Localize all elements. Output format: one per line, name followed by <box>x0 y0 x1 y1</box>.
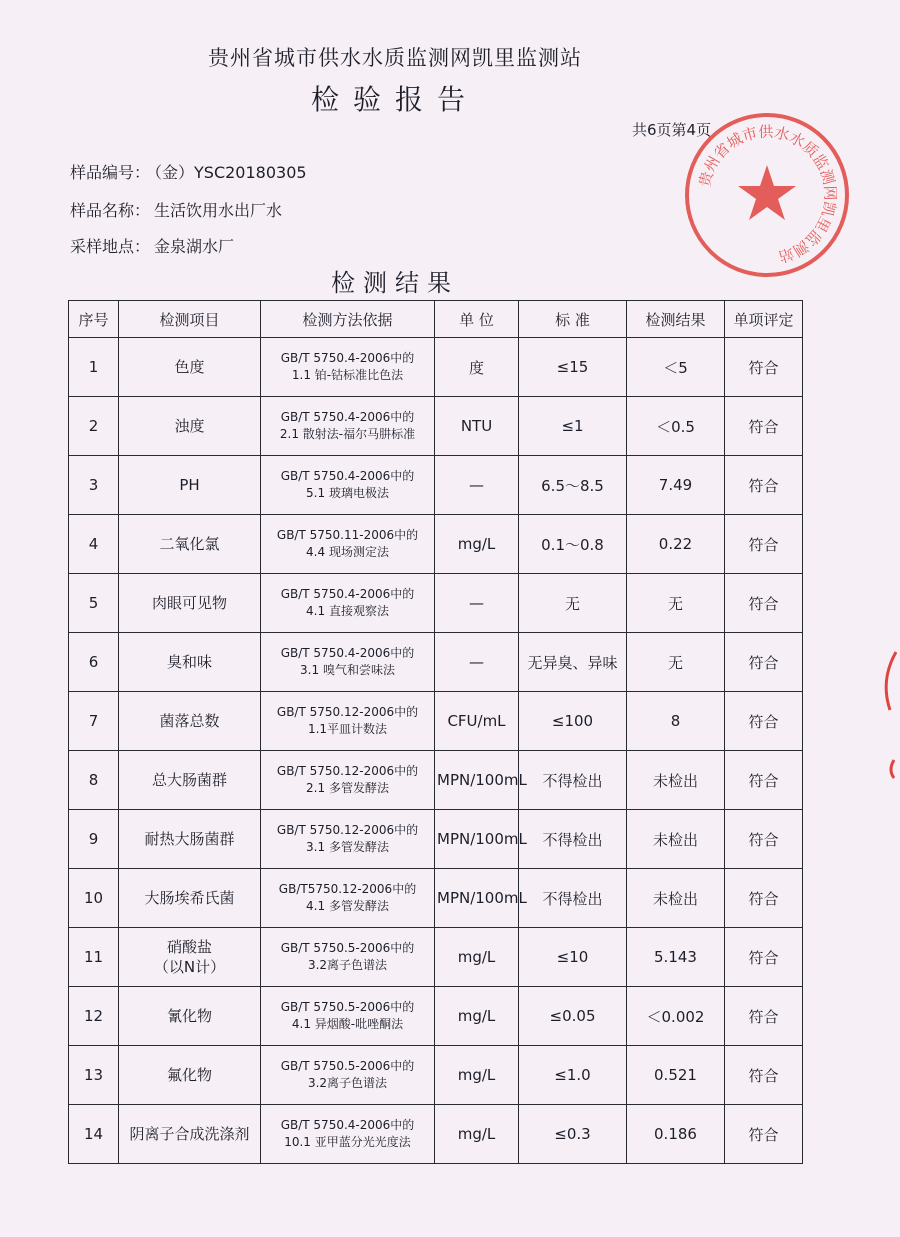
test-method <box>261 338 435 397</box>
test-result: 未检出 <box>627 751 725 810</box>
table-row <box>69 751 803 810</box>
test-item-name: 大肠埃希氏菌 <box>144 889 235 907</box>
test-item <box>119 456 261 515</box>
row-number: 7 <box>69 692 119 751</box>
verdict: 符合 <box>725 810 803 869</box>
test-item <box>119 633 261 692</box>
table-row <box>69 456 803 515</box>
test-item-name: 氰化物 <box>166 1007 212 1025</box>
table-row <box>69 633 803 692</box>
sample-id-value: （金）YSC20180305 <box>154 163 307 182</box>
test-method <box>261 810 435 869</box>
results-title: 检测结果 <box>331 269 459 297</box>
test-item-name: 耐热大肠菌群 <box>144 830 235 848</box>
method-clause: 4.1 多管发酵法 <box>306 899 389 913</box>
test-item <box>119 869 261 928</box>
verdict: 符合 <box>725 1046 803 1105</box>
results-table <box>68 300 803 1164</box>
svg-text:贵州省城市供水水质监测网凯里监测站 <box>695 123 839 266</box>
method-standard: GB/T 5750.4-2006中的 <box>280 646 415 660</box>
test-result: 0.186 <box>627 1105 725 1164</box>
test-result: ＜5 <box>627 338 725 397</box>
table-header-row <box>69 301 803 338</box>
test-method <box>261 456 435 515</box>
unit: mg/L <box>435 928 519 987</box>
method-standard: GB/T 5750.4-2006中的 <box>280 587 415 601</box>
test-result: ＜0.002 <box>627 987 725 1046</box>
header-unit: 单 位 <box>435 301 519 338</box>
test-method <box>261 987 435 1046</box>
test-result: 7.49 <box>627 456 725 515</box>
table-row <box>69 1046 803 1105</box>
method-clause: 1.1平皿计数法 <box>307 722 388 736</box>
standard-limit: 6.5～8.5 <box>519 456 627 515</box>
test-method <box>261 397 435 456</box>
method-clause: 4.1 直接观察法 <box>306 604 389 618</box>
method-clause: 2.1 散射法-福尔马肼标准 <box>279 427 416 441</box>
standard-limit: ≤15 <box>519 338 627 397</box>
method-standard: GB/T5750.12-2006中的 <box>278 882 417 896</box>
table-row <box>69 869 803 928</box>
verdict: 符合 <box>725 397 803 456</box>
test-item <box>119 1105 261 1164</box>
method-standard: GB/T 5750.4-2006中的 <box>280 410 415 424</box>
test-result: 5.143 <box>627 928 725 987</box>
table-row <box>69 810 803 869</box>
test-result: 无 <box>627 633 725 692</box>
standard-limit: ≤0.05 <box>519 987 627 1046</box>
sample-site-label: 采样地点： <box>70 237 151 256</box>
method-standard: GB/T 5750.5-2006中的 <box>280 1059 415 1073</box>
row-number: 13 <box>69 1046 119 1105</box>
verdict: 符合 <box>725 1105 803 1164</box>
sample-name <box>70 198 282 221</box>
test-item <box>119 928 261 987</box>
table-row <box>69 928 803 987</box>
test-method <box>261 1105 435 1164</box>
report-title: 检验报告 <box>310 83 479 116</box>
method-standard: GB/T 5750.5-2006中的 <box>280 1000 415 1014</box>
unit: — <box>435 456 519 515</box>
row-number: 1 <box>69 338 119 397</box>
unit: mg/L <box>435 1046 519 1105</box>
row-number: 2 <box>69 397 119 456</box>
method-standard: GB/T 5750.4-2006中的 <box>280 469 415 483</box>
header-method: 检测方法依据 <box>261 301 435 338</box>
organization-name: 贵州省城市供水水质监测网凯里监测站 <box>208 46 582 70</box>
test-method <box>261 928 435 987</box>
row-number: 12 <box>69 987 119 1046</box>
verdict: 符合 <box>725 987 803 1046</box>
standard-limit: ≤1.0 <box>519 1046 627 1105</box>
standard-limit: 不得检出 <box>519 869 627 928</box>
header-standard: 标 准 <box>519 301 627 338</box>
test-method <box>261 869 435 928</box>
test-item-note: （以N计） <box>153 958 226 976</box>
test-result: 0.521 <box>627 1046 725 1105</box>
unit: NTU <box>435 397 519 456</box>
unit: MPN/100mL <box>435 810 519 869</box>
test-item <box>119 751 261 810</box>
table-row <box>69 692 803 751</box>
method-standard: GB/T 5750.4-2006中的 <box>280 351 415 365</box>
standard-limit: ≤100 <box>519 692 627 751</box>
test-item-name: 菌落总数 <box>159 712 220 730</box>
test-item <box>119 810 261 869</box>
test-method <box>261 1046 435 1105</box>
test-method <box>261 751 435 810</box>
unit: — <box>435 633 519 692</box>
test-item <box>119 574 261 633</box>
test-result: 8 <box>627 692 725 751</box>
adjacent-seal-fragment <box>868 650 898 810</box>
method-standard: GB/T 5750.4-2006中的 <box>280 1118 415 1132</box>
verdict: 符合 <box>725 338 803 397</box>
table-row <box>69 987 803 1046</box>
row-number: 14 <box>69 1105 119 1164</box>
test-item-name: 浊度 <box>174 417 205 435</box>
method-standard: GB/T 5750.12-2006中的 <box>276 823 419 837</box>
verdict: 符合 <box>725 692 803 751</box>
table-row <box>69 515 803 574</box>
standard-limit: ≤0.3 <box>519 1105 627 1164</box>
sample-id-label: 样品编号： <box>70 163 151 182</box>
table-row <box>69 338 803 397</box>
test-item <box>119 397 261 456</box>
standard-limit: 无异臭、异味 <box>519 633 627 692</box>
method-standard: GB/T 5750.11-2006中的 <box>276 528 419 542</box>
verdict: 符合 <box>725 456 803 515</box>
test-item-name: 阴离子合成洗涤剂 <box>129 1125 250 1143</box>
standard-limit: 不得检出 <box>519 751 627 810</box>
standard-limit: ≤1 <box>519 397 627 456</box>
standard-limit: 无 <box>519 574 627 633</box>
verdict: 符合 <box>725 574 803 633</box>
test-result: 未检出 <box>627 810 725 869</box>
method-standard: GB/T 5750.12-2006中的 <box>276 764 419 778</box>
test-item-name: 肉眼可见物 <box>151 594 227 612</box>
unit: MPN/100mL <box>435 751 519 810</box>
row-number: 6 <box>69 633 119 692</box>
unit: mg/L <box>435 1105 519 1164</box>
test-item-name: PH <box>179 476 200 494</box>
standard-limit: 0.1～0.8 <box>519 515 627 574</box>
method-clause: 3.2离子色谱法 <box>307 958 388 972</box>
method-clause: 3.1 嗅气和尝味法 <box>300 663 395 677</box>
test-item-name: 硝酸盐 <box>166 938 212 956</box>
row-number: 8 <box>69 751 119 810</box>
test-method <box>261 692 435 751</box>
method-standard: GB/T 5750.12-2006中的 <box>276 705 419 719</box>
sample-name-value: 生活饮用水出厂水 <box>154 201 283 220</box>
header-item: 检测项目 <box>119 301 261 338</box>
unit: CFU/mL <box>435 692 519 751</box>
method-clause: 10.1 亚甲蓝分光光度法 <box>284 1135 411 1149</box>
unit: — <box>435 574 519 633</box>
method-standard: GB/T 5750.5-2006中的 <box>280 941 415 955</box>
test-item-name: 总大肠菌群 <box>151 771 227 789</box>
sample-site-value: 金泉湖水厂 <box>154 237 235 256</box>
row-number: 11 <box>69 928 119 987</box>
row-number: 3 <box>69 456 119 515</box>
table-row <box>69 574 803 633</box>
test-item-name: 臭和味 <box>166 653 212 671</box>
test-method <box>261 574 435 633</box>
row-number: 9 <box>69 810 119 869</box>
row-number: 5 <box>69 574 119 633</box>
seal-text: 贵州省城市供水水质监测网凯里监测站 <box>695 122 840 266</box>
test-item <box>119 515 261 574</box>
standard-limit: ≤10 <box>519 928 627 987</box>
header-no: 序号 <box>69 301 119 338</box>
header-result: 检测结果 <box>627 301 725 338</box>
verdict: 符合 <box>725 751 803 810</box>
sample-site <box>70 234 234 257</box>
unit: 度 <box>435 338 519 397</box>
seal-star-icon <box>738 165 796 220</box>
test-result: 未检出 <box>627 869 725 928</box>
unit: MPN/100mL <box>435 869 519 928</box>
test-item-name: 色度 <box>174 358 205 376</box>
test-item <box>119 1046 261 1105</box>
test-item <box>119 338 261 397</box>
method-clause: 4.1 异烟酸-吡唑酮法 <box>291 1017 404 1031</box>
unit: mg/L <box>435 515 519 574</box>
row-number: 10 <box>69 869 119 928</box>
page-info: 共6页第4页 <box>632 121 712 139</box>
unit: mg/L <box>435 987 519 1046</box>
test-result: 无 <box>627 574 725 633</box>
verdict: 符合 <box>725 869 803 928</box>
test-item-name: 二氧化氯 <box>159 535 220 553</box>
row-number: 4 <box>69 515 119 574</box>
header-verdict: 单项评定 <box>725 301 803 338</box>
test-method <box>261 633 435 692</box>
test-item-name: 氟化物 <box>166 1066 212 1084</box>
test-result: 0.22 <box>627 515 725 574</box>
standard-limit: 不得检出 <box>519 810 627 869</box>
method-clause: 1.1 铂-钴标准比色法 <box>291 368 404 382</box>
test-item <box>119 692 261 751</box>
test-result: ＜0.5 <box>627 397 725 456</box>
verdict: 符合 <box>725 928 803 987</box>
table-row <box>69 1105 803 1164</box>
table-row <box>69 397 803 456</box>
test-item <box>119 987 261 1046</box>
verdict: 符合 <box>725 633 803 692</box>
method-clause: 3.1 多管发酵法 <box>306 840 389 854</box>
method-clause: 2.1 多管发酵法 <box>306 781 389 795</box>
method-clause: 3.2离子色谱法 <box>307 1076 388 1090</box>
sample-name-label: 样品名称： <box>70 201 151 220</box>
verdict: 符合 <box>725 515 803 574</box>
method-clause: 5.1 玻璃电极法 <box>306 486 389 500</box>
sample-id <box>70 160 307 183</box>
method-clause: 4.4 现场测定法 <box>306 545 389 559</box>
test-method <box>261 515 435 574</box>
